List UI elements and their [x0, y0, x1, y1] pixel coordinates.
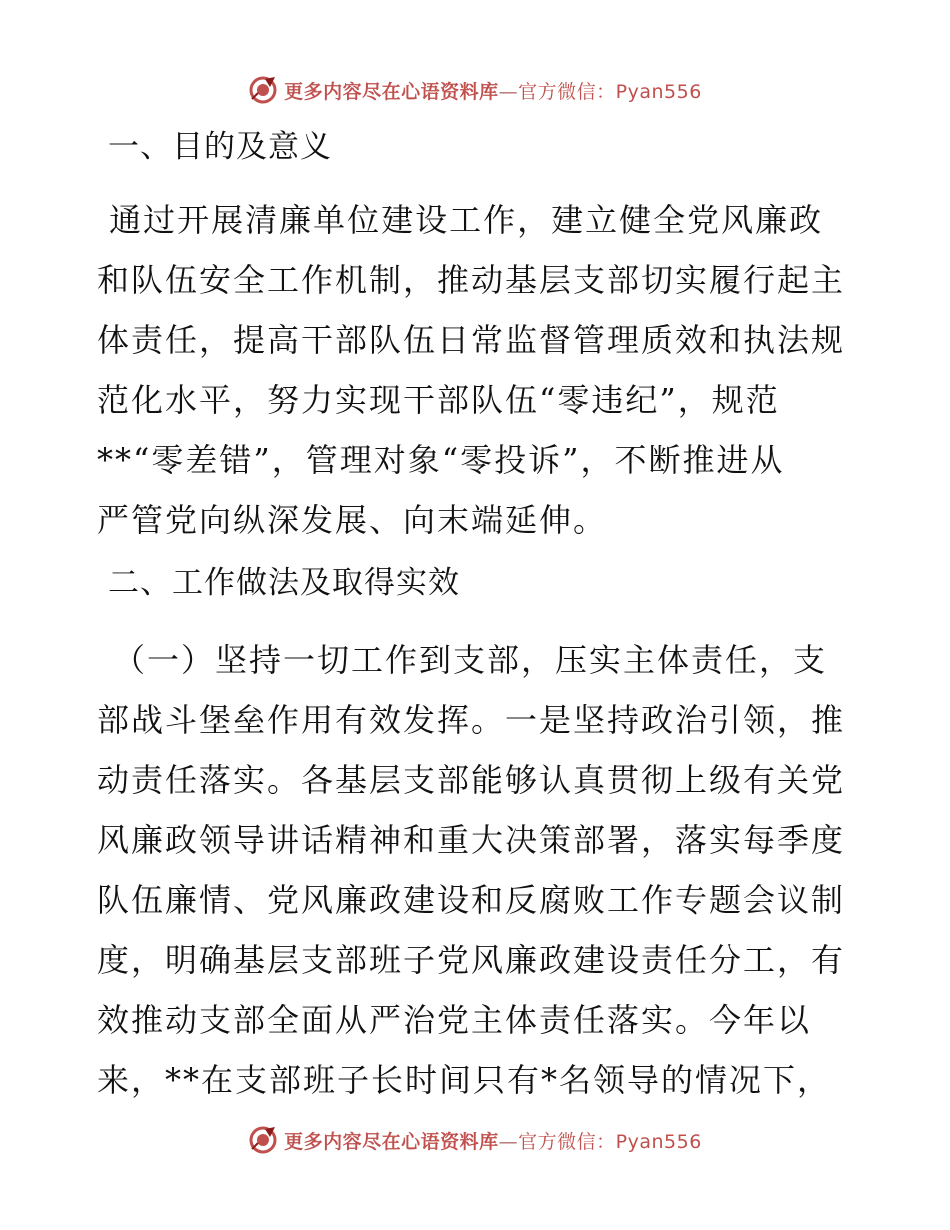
paragraph-line: **“零差错”，管理对象“零投诉”，不断推进从: [97, 441, 785, 479]
paragraph-line: 通过开展清廉单位建设工作，建立健全党风廉政: [97, 201, 824, 239]
watermark-wechat: 官方微信：Pyan556: [518, 1130, 702, 1153]
paragraph-line: 严管党向纵深发展、向末端延伸。: [97, 501, 608, 539]
paragraph-line: 效推动支部全面从严治党主体责任落实。今年以: [97, 1001, 812, 1039]
paragraph-line: 部战斗堡垒作用有效发挥。一是坚持政治引领，推: [97, 701, 846, 739]
watermark-brand: 更多内容尽在心语资料库: [284, 80, 499, 103]
paragraph-line: 来，**在支部班子长时间只有*名领导的情况下，: [97, 1061, 832, 1099]
section1-heading: 一、目的及意义: [108, 129, 332, 165]
section1-paragraph: [97, 190, 857, 550]
watermark-wechat: 官方微信：Pyan556: [518, 80, 702, 103]
watermark-text: [284, 77, 702, 104]
paragraph-line: 动责任落实。各基层支部能够认真贯彻上级有关党: [97, 761, 846, 799]
paragraph-line: 和队伍安全工作机制，推动基层支部切实履行起主: [97, 261, 846, 299]
paragraph-line: （一）坚持一切工作到支部，压实主体责任，支: [113, 641, 828, 679]
quill-seal-icon: [248, 75, 278, 105]
quill-seal-icon: [248, 1125, 278, 1155]
watermark-header: [0, 73, 950, 107]
watermark-separator: —: [498, 1130, 519, 1153]
watermark-brand: 更多内容尽在心语资料库: [284, 1130, 499, 1153]
paragraph-line: 体责任，提高干部队伍日常监督管理质效和执法规: [97, 321, 846, 359]
paragraph-line: 范化水平，努力实现干部队伍“零违纪”，规范: [97, 381, 780, 419]
paragraph-line: 度，明确基层支部班子党风廉政建设责任分工，有: [97, 941, 846, 979]
paragraph-line: 队伍廉情、党风廉政建设和反腐败工作专题会议制: [97, 881, 846, 919]
section2-paragraph: [97, 630, 857, 1110]
watermark-separator: —: [498, 80, 519, 103]
watermark-text: [284, 1127, 702, 1154]
watermark-footer: [0, 1123, 950, 1157]
paragraph-line: 风廉政领导讲话精神和重大决策部署，落实每季度: [97, 821, 846, 859]
section2-heading: 二、工作做法及取得实效: [108, 565, 460, 601]
